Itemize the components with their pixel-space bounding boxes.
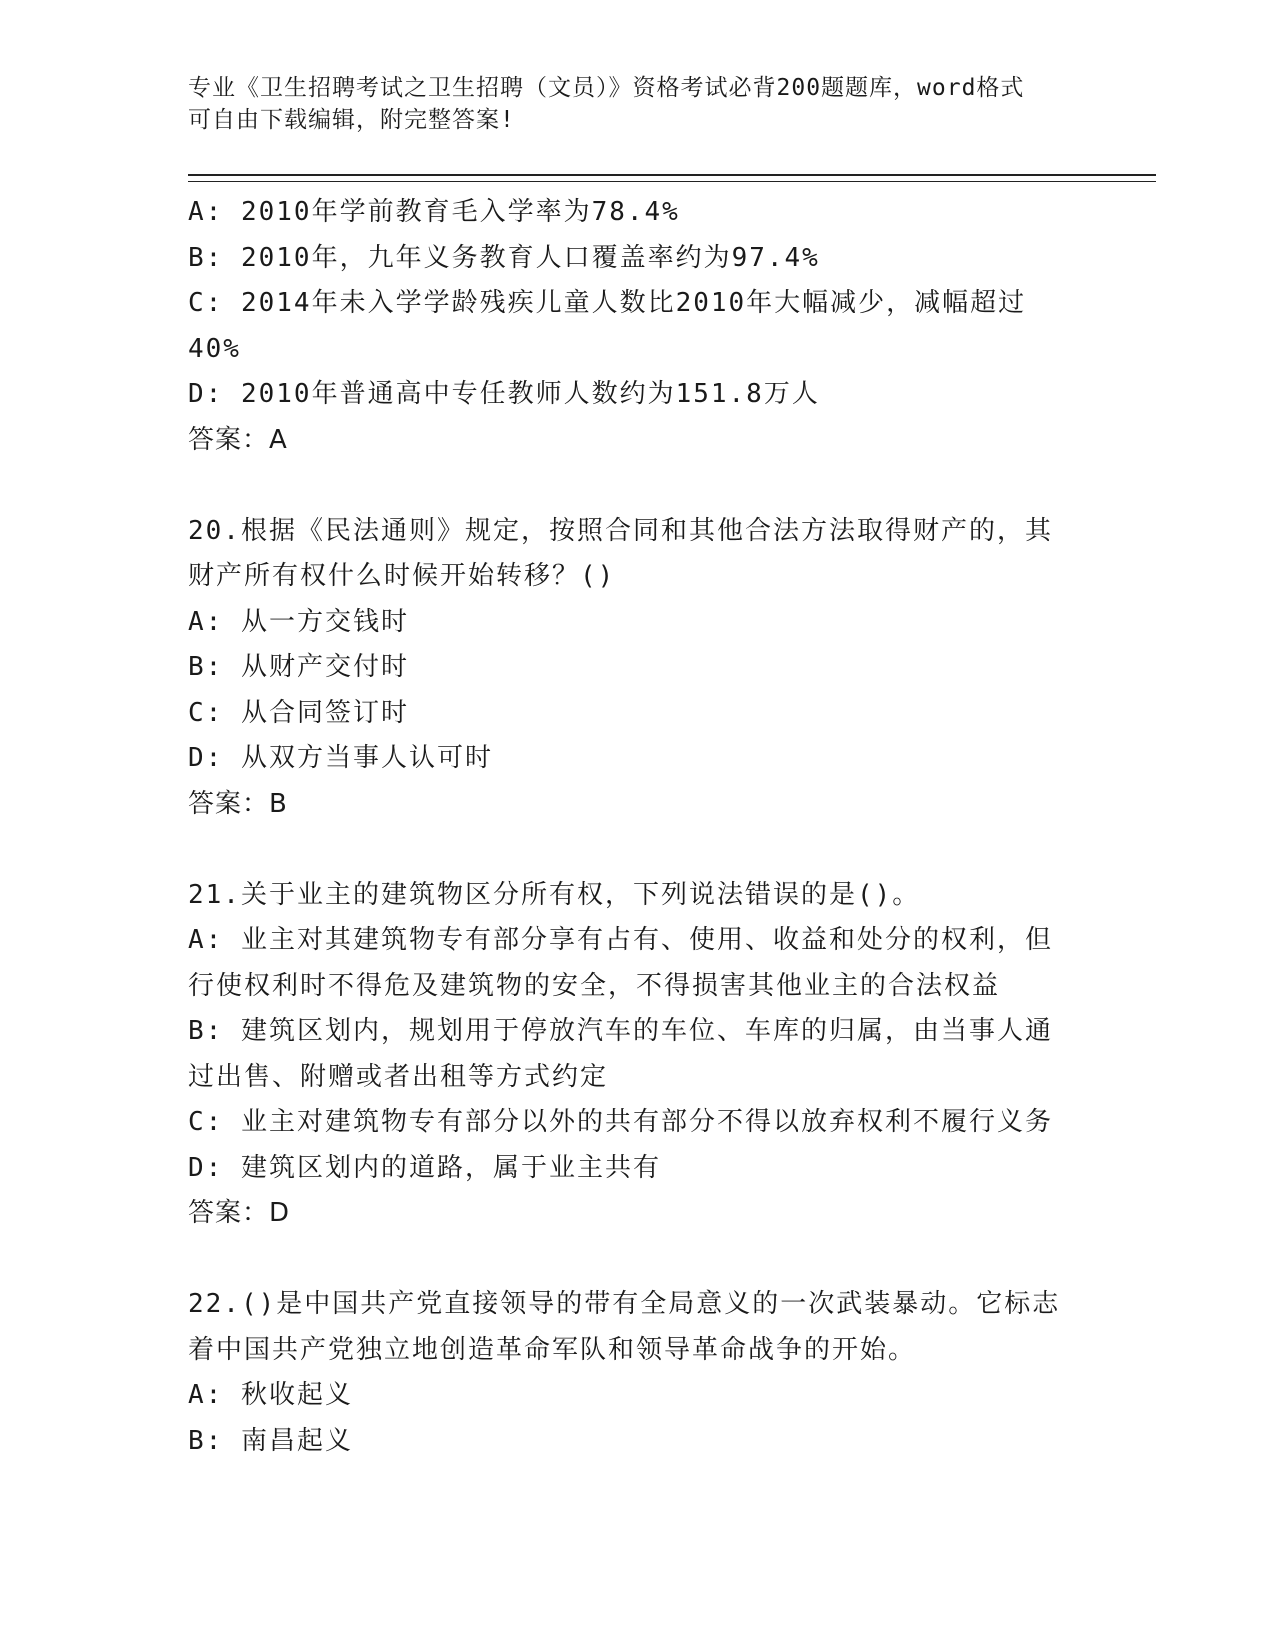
question-22 [188, 1282, 1088, 1464]
option-d: D: 从双方当事人认可时 [188, 743, 493, 773]
option-a: A: 2010年学前教育毛入学率为78.4% [188, 197, 680, 227]
option-a: A: 秋收起义 [188, 1380, 353, 1410]
question-stem-continued: 财产所有权什么时候开始转移？() [188, 561, 616, 591]
option-b: B: 建筑区划内，规划用于停放汽车的车位、车库的归属，由当事人通 [188, 1016, 1053, 1046]
answer: 答案：A [188, 424, 288, 455]
option-b: B: 南昌起义 [188, 1425, 353, 1456]
question-stem-continued: 着中国共产党独立地创造革命军队和领导革命战争的开始。 [188, 1334, 917, 1365]
header-divider-thin [188, 181, 1156, 182]
option-b: B: 2010年，九年义务教育人口覆盖率约为97.4% [188, 242, 820, 273]
document-header [188, 72, 1088, 136]
option-b: B: 从财产交付时 [188, 652, 409, 682]
spacer [188, 1237, 1088, 1283]
header-divider-thick [188, 174, 1156, 176]
question-stem: 21.关于业主的建筑物区分所有权，下列说法错误的是()。 [188, 879, 921, 910]
question-19 [188, 190, 1088, 463]
question-20 [188, 509, 1088, 828]
option-c: C: 业主对建筑物专有部分以外的共有部分不得以放弃权利不履行义务 [188, 1107, 1053, 1137]
option-c: C: 2014年未入学学龄残疾儿童人数比2010年大幅减少，减幅超过 [188, 288, 1027, 318]
spacer [188, 463, 1088, 509]
question-stem: 22.()是中国共产党直接领导的带有全局意义的一次武装暴动。它标志 [188, 1289, 1061, 1319]
option-a-continued: 行使权利时不得危及建筑物的安全，不得损害其他业主的合法权益 [188, 970, 1001, 1001]
question-body [188, 190, 1088, 1464]
option-c: C: 从合同签订时 [188, 697, 409, 728]
option-a: A: 从一方交钱时 [188, 606, 409, 637]
header-line-1: 专业《卫生招聘考试之卫生招聘（文员）》资格考试必背200题题库，word格式 [188, 75, 1025, 101]
question-stem: 20.根据《民法通则》规定，按照合同和其他合法方法取得财产的，其 [188, 515, 1053, 546]
option-d: D: 建筑区划内的道路，属于业主共有 [188, 1152, 661, 1183]
spacer [188, 827, 1088, 873]
answer: 答案：D [188, 1198, 291, 1228]
option-d: D: 2010年普通高中专任教师人数约为151.8万人 [188, 379, 820, 409]
option-b-continued: 过出售、附赠或者出租等方式约定 [188, 1061, 609, 1092]
option-a: A: 业主对其建筑物专有部分享有占有、使用、收益和处分的权利，但 [188, 925, 1053, 955]
header-line-2: 可自由下载编辑，附完整答案! [188, 107, 515, 133]
answer: 答案：B [188, 788, 288, 819]
option-c-continued: 40% [188, 333, 241, 364]
question-21 [188, 873, 1088, 1237]
